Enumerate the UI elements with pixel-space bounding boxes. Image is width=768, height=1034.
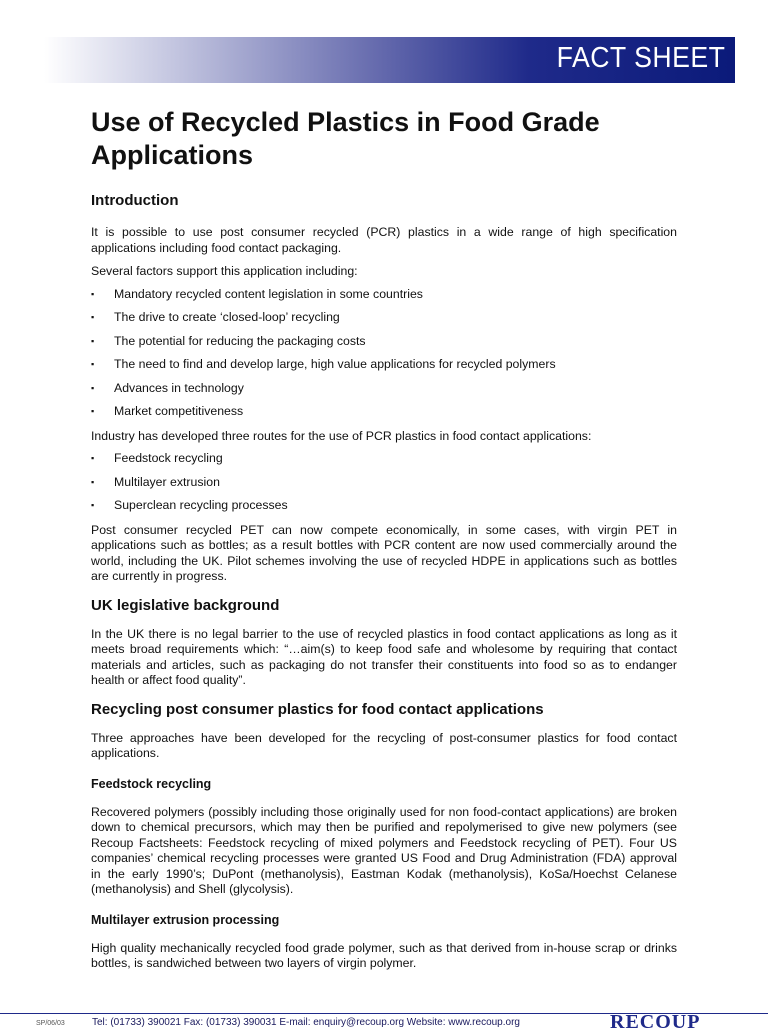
recycling-heading: Recycling post consumer plastics for food contact applications <box>91 700 544 718</box>
list-item: ▪ Mandatory recycled content legislation in some countries <box>91 286 423 301</box>
footer-date: SP/06/03 <box>36 1020 65 1027</box>
fact-sheet-label: FACT SHEET <box>556 42 725 74</box>
feedstock-paragraph: Recovered polymers (possibly including those originally used for non food-contact applications) are broken down to chemical precursors, which may then be purified and repolymerised to give new polymers (see Recoup Factsheets: Feedstock recycling of mixed polymers and Feedstock recycling of PET). Four US companies’ chemical recycling processes were granted US Food and Drug Administration (FDA) approval in the early 1990’s; DuPont (methanolysis), Eastman Kodak (methanolysis), KoSa/Hoechst Celanese (methanolysis) and Shell (glycolysis). <box>91 804 677 896</box>
bullet-icon: ▪ <box>91 312 95 322</box>
intro-paragraph-3: Industry has developed three routes for the use of PCR plastics in food contact applications: <box>91 428 592 443</box>
list-item: ▪ Market competitiveness <box>91 404 244 418</box>
footer <box>0 1011 768 1033</box>
uk-legislative-heading: UK legislative background <box>91 596 280 614</box>
uk-paragraph: In the UK there is no legal barrier to the use of recycled plastics in food contact applications as long as it meets broad requirements which: “…aim(s) to keep food safe and wholesome by requiring that contact materials and articles, such as packaging do not transfer their constituents into food so as to endanger health or affect food quality”. <box>91 626 677 687</box>
introduction-heading: Introduction <box>91 192 179 209</box>
factors-list <box>91 287 677 420</box>
document-title: Use of Recycled Plastics in Food Grade Applications <box>91 107 600 170</box>
list-item: ▪ The potential for reducing the packaging costs <box>91 333 366 348</box>
recycling-paragraph: Three approaches have been developed for the recycling of post-consumer plastics for food contact applications. <box>91 730 677 760</box>
bullet-icon: ▪ <box>91 288 95 299</box>
bullet-icon: ▪ <box>91 382 95 393</box>
feedstock-heading: Feedstock recycling <box>91 776 212 791</box>
header-banner <box>0 37 735 83</box>
recoup-logo: RECOUP <box>610 1011 701 1033</box>
intro-paragraph-4: Post consumer recycled PET can now compete economically, in some cases, with virgin PET in applications such as bottles; as a result bottles with PCR content are now used commercially around the world, including the UK. Pilot schemes involving the use of recycled HDPE in applications such as bottles are currently in progress. <box>91 522 677 583</box>
bullet-icon: ▪ <box>91 476 95 487</box>
multilayer-paragraph: High quality mechanically recycled food grade polymer, such as that derived from in-house scrap or drinks bottles, is sandwiched between two layers of virgin polymer. <box>91 940 677 970</box>
list-item: ▪ The drive to create ‘closed-loop’ recycling <box>91 310 340 324</box>
bullet-icon: ▪ <box>91 453 95 463</box>
routes-list <box>91 451 677 514</box>
list-item: ▪ The need to find and develop large, high value applications for recycled polymers <box>91 357 556 371</box>
footer-contact: Tel: (01733) 390021 Fax: (01733) 390031 E-mail: enquiry@recoup.org Website: www.recoup.org <box>92 1017 520 1028</box>
list-item: ▪ Feedstock recycling <box>91 451 223 465</box>
bullet-icon: ▪ <box>91 406 95 416</box>
document-body <box>91 106 677 972</box>
list-item: ▪ Multilayer extrusion <box>91 474 220 489</box>
bullet-icon: ▪ <box>91 335 95 346</box>
bullet-icon: ▪ <box>91 359 95 369</box>
intro-paragraph-1: It is possible to use post consumer recycled (PCR) plastics in a wide range of high specification applications including food contact packaging. <box>91 225 677 255</box>
list-item: ▪ Superclean recycling processes <box>91 498 288 512</box>
intro-paragraph-2: Several factors support this application including: <box>91 264 358 278</box>
multilayer-heading: Multilayer extrusion processing <box>91 912 280 927</box>
list-item: ▪ Advances in technology <box>91 380 244 395</box>
bullet-icon: ▪ <box>91 500 95 510</box>
